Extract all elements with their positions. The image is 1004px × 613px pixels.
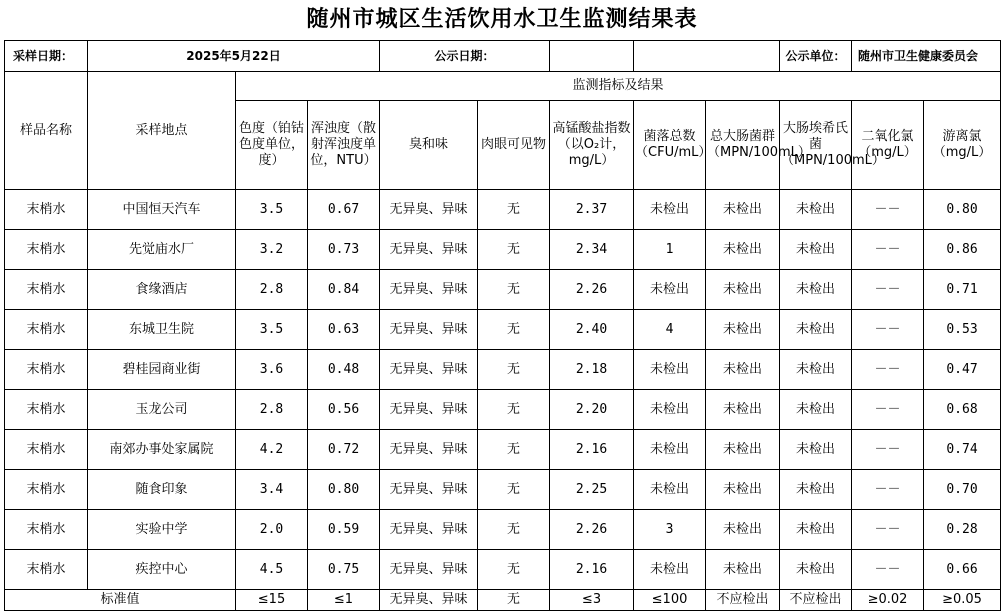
publisher-value: 随州市卫生健康委员会: [852, 41, 1001, 72]
sample-name-cell: 末梢水: [5, 510, 88, 550]
value-cell: 2.20: [550, 390, 634, 430]
location-cell: 实验中学: [88, 510, 236, 550]
value-cell: 未检出: [780, 510, 852, 550]
value-cell: 0.68: [924, 390, 1001, 430]
value-cell: 无异臭、异味: [380, 350, 478, 390]
value-cell: 未检出: [780, 350, 852, 390]
value-cell: 0.70: [924, 470, 1001, 510]
standard-value-cell: ≤3: [550, 590, 634, 611]
value-cell: 未检出: [780, 470, 852, 510]
value-cell: －－: [852, 350, 924, 390]
standard-label: 标准值: [5, 590, 236, 611]
value-cell: 未检出: [706, 510, 780, 550]
value-cell: 0.80: [308, 470, 380, 510]
value-cell: 2.34: [550, 230, 634, 270]
empty-info-cell: [634, 41, 780, 72]
value-cell: －－: [852, 430, 924, 470]
value-cell: 无异臭、异味: [380, 470, 478, 510]
sample-date-value: 2025年5月22日: [88, 41, 380, 72]
sample-name-cell: 末梢水: [5, 230, 88, 270]
value-cell: 2.37: [550, 190, 634, 230]
value-cell: 无: [478, 350, 550, 390]
standard-value-cell: 无: [478, 590, 550, 611]
value-cell: 4.5: [236, 550, 308, 590]
standard-value-cell: 不应检出: [780, 590, 852, 611]
value-cell: 未检出: [706, 350, 780, 390]
value-cell: 2.8: [236, 390, 308, 430]
value-cell: －－: [852, 470, 924, 510]
standard-value-cell: ≤1: [308, 590, 380, 611]
value-cell: 未检出: [706, 310, 780, 350]
header-indicator: 色度（铂钴色度单位，度）: [236, 101, 308, 190]
value-cell: 无异臭、异味: [380, 270, 478, 310]
value-cell: －－: [852, 230, 924, 270]
publish-date-label: 公示日期：: [380, 41, 550, 72]
value-cell: 未检出: [706, 390, 780, 430]
value-cell: 2.16: [550, 430, 634, 470]
value-cell: 无: [478, 230, 550, 270]
value-cell: 4.2: [236, 430, 308, 470]
value-cell: 未检出: [634, 270, 706, 310]
value-cell: 0.66: [924, 550, 1001, 590]
value-cell: 无: [478, 190, 550, 230]
standard-value-cell: ≤15: [236, 590, 308, 611]
header-sample-name: 样品名称: [5, 72, 88, 190]
value-cell: 未检出: [706, 190, 780, 230]
value-cell: 0.28: [924, 510, 1001, 550]
location-cell: 中国恒天汽车: [88, 190, 236, 230]
value-cell: 无: [478, 470, 550, 510]
value-cell: 3.6: [236, 350, 308, 390]
value-cell: 4: [634, 310, 706, 350]
standard-value-cell: ≥0.02: [852, 590, 924, 611]
header-indicator: 大肠埃希氏菌（MPN/100mL）: [780, 101, 852, 190]
sample-name-cell: 末梢水: [5, 470, 88, 510]
value-cell: 未检出: [634, 390, 706, 430]
header-indicator: 游离氯（mg/L）: [924, 101, 1001, 190]
location-cell: 玉龙公司: [88, 390, 236, 430]
table-row: [5, 190, 1001, 230]
value-cell: 0.63: [308, 310, 380, 350]
header-indicator: 菌落总数（CFU/mL）: [634, 101, 706, 190]
value-cell: 无: [478, 550, 550, 590]
value-cell: 未检出: [634, 470, 706, 510]
sample-name-cell: 末梢水: [5, 390, 88, 430]
value-cell: 无异臭、异味: [380, 510, 478, 550]
value-cell: 无: [478, 430, 550, 470]
sample-date-label: 采样日期：: [5, 41, 88, 72]
value-cell: 0.56: [308, 390, 380, 430]
table-row: [5, 350, 1001, 390]
value-cell: 0.67: [308, 190, 380, 230]
value-cell: 0.73: [308, 230, 380, 270]
value-cell: 0.80: [924, 190, 1001, 230]
value-cell: 未检出: [780, 390, 852, 430]
value-cell: 3.4: [236, 470, 308, 510]
value-cell: 未检出: [634, 190, 706, 230]
table-row: [5, 230, 1001, 270]
table-row: [5, 430, 1001, 470]
value-cell: 无: [478, 510, 550, 550]
value-cell: 未检出: [634, 550, 706, 590]
table-row: [5, 390, 1001, 430]
location-cell: 南郊办事处家属院: [88, 430, 236, 470]
value-cell: 未检出: [780, 310, 852, 350]
value-cell: 未检出: [706, 270, 780, 310]
table-row: [5, 470, 1001, 510]
value-cell: 2.16: [550, 550, 634, 590]
standard-value-cell: 无异臭、异味: [380, 590, 478, 611]
value-cell: 0.47: [924, 350, 1001, 390]
standard-row: [5, 590, 1001, 611]
value-cell: －－: [852, 510, 924, 550]
value-cell: 无: [478, 270, 550, 310]
publish-date-value: [550, 41, 634, 72]
monitoring-results-table: [4, 40, 1001, 611]
location-cell: 食缘酒店: [88, 270, 236, 310]
value-cell: 0.53: [924, 310, 1001, 350]
value-cell: 0.48: [308, 350, 380, 390]
header-indicator: 高锰酸盐指数（以O₂计，mg/L）: [550, 101, 634, 190]
location-cell: 随食印象: [88, 470, 236, 510]
value-cell: －－: [852, 550, 924, 590]
sample-name-cell: 末梢水: [5, 190, 88, 230]
value-cell: 未检出: [780, 190, 852, 230]
header-indicator: 肉眼可见物: [478, 101, 550, 190]
header-group: 监测指标及结果: [236, 72, 1001, 101]
value-cell: 未检出: [780, 230, 852, 270]
value-cell: 0.72: [308, 430, 380, 470]
value-cell: 0.59: [308, 510, 380, 550]
value-cell: 无异臭、异味: [380, 390, 478, 430]
value-cell: 2.8: [236, 270, 308, 310]
value-cell: －－: [852, 190, 924, 230]
value-cell: 无异臭、异味: [380, 230, 478, 270]
value-cell: －－: [852, 310, 924, 350]
value-cell: 无: [478, 310, 550, 350]
value-cell: 无异臭、异味: [380, 550, 478, 590]
value-cell: 未检出: [780, 430, 852, 470]
value-cell: 3.5: [236, 310, 308, 350]
header-indicator: 二氧化氯（mg/L）: [852, 101, 924, 190]
value-cell: 未检出: [634, 430, 706, 470]
sample-name-cell: 末梢水: [5, 350, 88, 390]
value-cell: 2.26: [550, 510, 634, 550]
location-cell: 疾控中心: [88, 550, 236, 590]
sample-name-cell: 末梢水: [5, 270, 88, 310]
sample-name-cell: 末梢水: [5, 550, 88, 590]
sample-name-cell: 末梢水: [5, 310, 88, 350]
value-cell: 2.26: [550, 270, 634, 310]
value-cell: 3.5: [236, 190, 308, 230]
value-cell: 未检出: [706, 550, 780, 590]
value-cell: 2.0: [236, 510, 308, 550]
table-row: [5, 270, 1001, 310]
value-cell: 0.84: [308, 270, 380, 310]
standard-value-cell: 不应检出: [706, 590, 780, 611]
standard-value-cell: ≥0.05: [924, 590, 1001, 611]
value-cell: 1: [634, 230, 706, 270]
location-cell: 东城卫生院: [88, 310, 236, 350]
value-cell: 2.40: [550, 310, 634, 350]
standard-value-cell: ≤100: [634, 590, 706, 611]
value-cell: 2.18: [550, 350, 634, 390]
value-cell: 无: [478, 390, 550, 430]
group-header-row: [5, 72, 1001, 101]
value-cell: 未检出: [706, 430, 780, 470]
table-row: [5, 310, 1001, 350]
header-indicator: 总大肠菌群（MPN/100mL）: [706, 101, 780, 190]
value-cell: 0.71: [924, 270, 1001, 310]
value-cell: 未检出: [780, 270, 852, 310]
value-cell: 2.25: [550, 470, 634, 510]
publisher-label: 公示单位：: [780, 41, 852, 72]
info-row: [5, 41, 1001, 72]
header-indicator: 浑浊度（散射浑浊度单位，NTU）: [308, 101, 380, 190]
value-cell: 未检出: [780, 550, 852, 590]
value-cell: 无异臭、异味: [380, 310, 478, 350]
report-title: 随州市城区生活饮用水卫生监测结果表: [306, 6, 698, 32]
value-cell: 无异臭、异味: [380, 190, 478, 230]
value-cell: 未检出: [706, 230, 780, 270]
table-row: [5, 510, 1001, 550]
header-location: 采样地点: [88, 72, 236, 190]
sample-name-cell: 末梢水: [5, 430, 88, 470]
value-cell: 0.74: [924, 430, 1001, 470]
value-cell: 未检出: [634, 350, 706, 390]
value-cell: 3.2: [236, 230, 308, 270]
value-cell: －－: [852, 390, 924, 430]
value-cell: －－: [852, 270, 924, 310]
location-cell: 先觉庙水厂: [88, 230, 236, 270]
value-cell: 0.75: [308, 550, 380, 590]
header-indicator: 臭和味: [380, 101, 478, 190]
value-cell: 3: [634, 510, 706, 550]
table-row: [5, 550, 1001, 590]
value-cell: 无异臭、异味: [380, 430, 478, 470]
location-cell: 碧桂园商业街: [88, 350, 236, 390]
value-cell: 0.86: [924, 230, 1001, 270]
value-cell: 未检出: [706, 470, 780, 510]
